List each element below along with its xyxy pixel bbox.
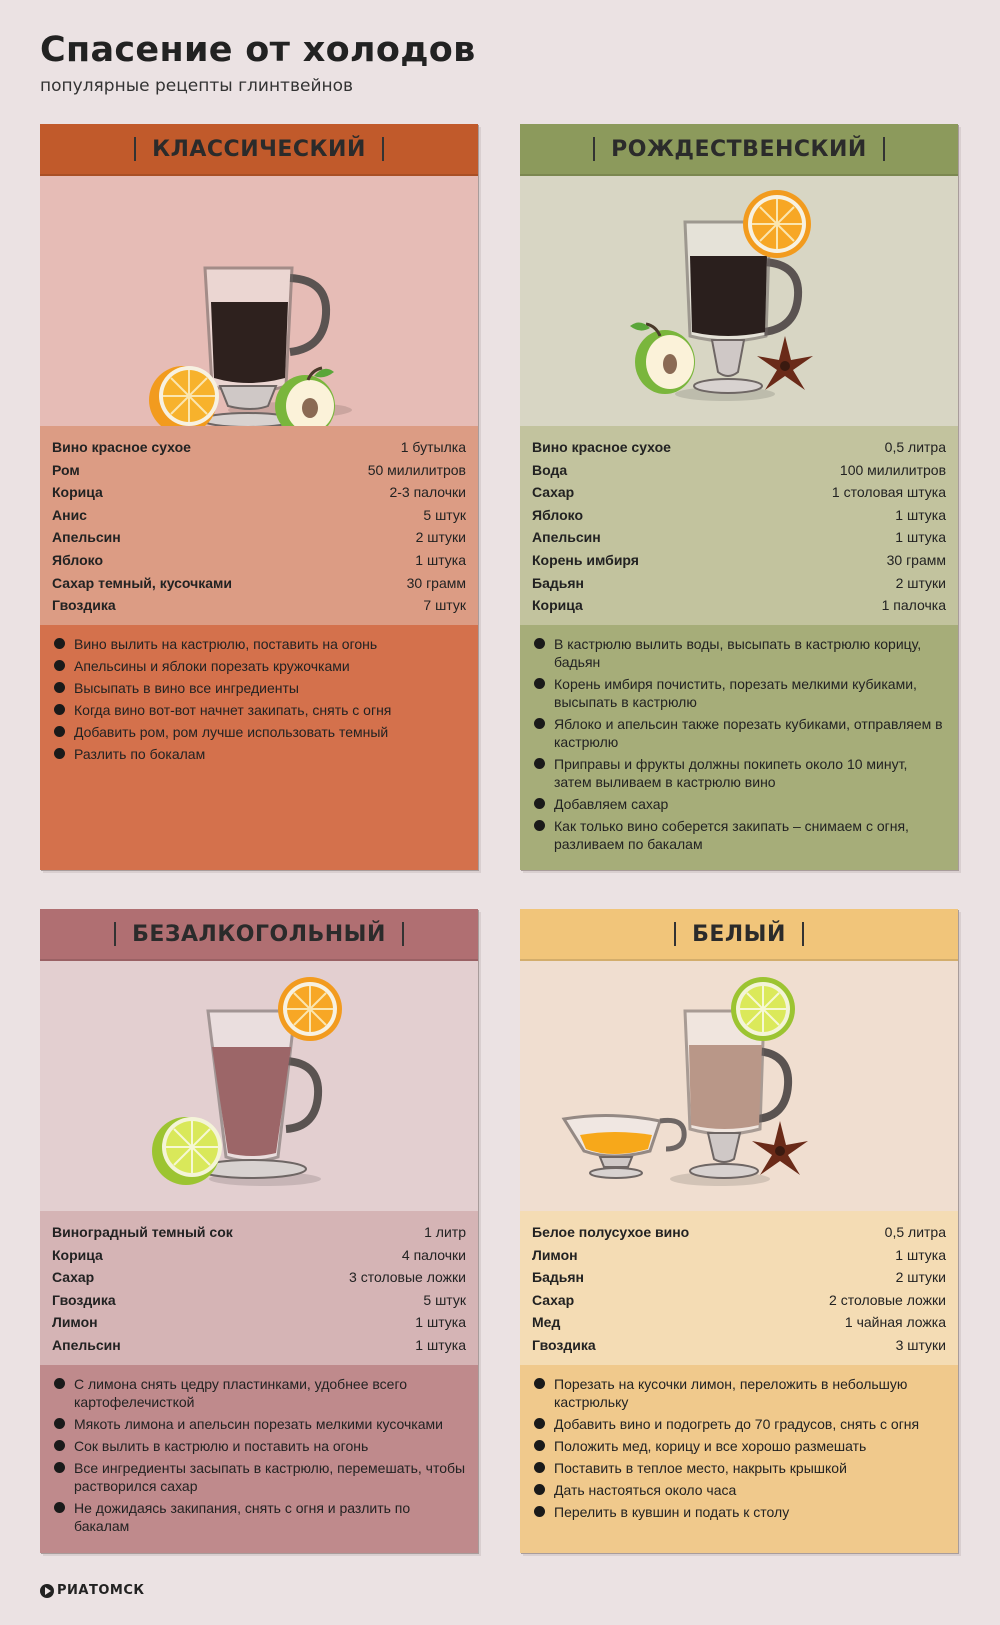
step-item xyxy=(52,657,466,675)
step-text: Порезать на кусочки лимон, переложить в небольшую кастрюльку xyxy=(554,1375,908,1410)
ingredient-amount: 30 грамм xyxy=(406,574,466,591)
ingredient-name: Белое полусухое вино xyxy=(532,1224,690,1240)
steps-list xyxy=(520,625,958,870)
step-item xyxy=(532,675,946,711)
ingredient-name: Корица xyxy=(532,597,583,614)
ingredients-list xyxy=(520,426,958,625)
recipe-title: БЕЗАЛКОГОЛЬНЫЙ xyxy=(132,921,386,947)
bullet-icon xyxy=(534,758,545,769)
ingredient-name: Мед xyxy=(532,1314,561,1331)
ingredient-row xyxy=(52,1244,466,1267)
ingredient-name: Анис xyxy=(52,506,87,523)
ingredients-list xyxy=(40,426,478,625)
step-text: Корень имбиря почистить, порезать мелкими кубиками, высыпать в кастрюлю xyxy=(554,675,917,710)
header-divider xyxy=(802,922,804,946)
ingredient-row xyxy=(532,1221,946,1244)
bullet-icon xyxy=(54,660,65,671)
mulled-wine-glass-illustration xyxy=(40,961,478,1211)
ingredient-row xyxy=(52,549,466,572)
step-text: Сок вылить в кастрюлю и поставить на огонь xyxy=(74,1437,369,1454)
steps-list xyxy=(520,1365,958,1553)
ingredient-name: Бадьян xyxy=(532,574,584,591)
ingredient-name: Апельсин xyxy=(52,1336,121,1353)
ingredient-row xyxy=(532,526,946,549)
header-divider xyxy=(114,922,116,946)
bullet-icon xyxy=(534,1418,545,1429)
recipe-title: КЛАССИЧЕСКИЙ xyxy=(152,136,366,162)
ingredient-name: Корица xyxy=(52,484,103,501)
steps-list xyxy=(40,625,478,870)
header-divider xyxy=(402,922,404,946)
page-subtitle: популярные рецепты глинтвейнов xyxy=(40,76,354,96)
step-text: Разлить по бокалам xyxy=(74,745,206,762)
step-item xyxy=(52,679,466,697)
ingredient-name: Сахар xyxy=(52,1269,95,1286)
step-text: Яблоко и апельсин также порезать кубиками, отправляем в кастрюлю xyxy=(554,715,943,750)
step-item xyxy=(52,1437,466,1455)
ingredient-amount: 1 палочка xyxy=(881,597,946,614)
ingredient-row xyxy=(532,549,946,572)
ingredient-row xyxy=(52,481,466,504)
bullet-icon xyxy=(54,1502,65,1513)
ingredient-amount: 5 штук xyxy=(423,506,466,523)
ingredient-row xyxy=(532,572,946,595)
ingredient-name: Сахар xyxy=(532,1291,575,1308)
recipe-header xyxy=(40,909,478,961)
ingredient-row xyxy=(52,459,466,482)
ingredient-amount: 1 бутылка xyxy=(400,439,466,455)
ingredient-name: Яблоко xyxy=(52,551,103,568)
step-text: Мякоть лимона и апельсин порезать мелкими кусочками xyxy=(74,1415,443,1432)
ingredient-amount: 2 штуки xyxy=(895,574,946,591)
ingredient-name: Апельсин xyxy=(52,529,121,546)
ingredient-name: Лимон xyxy=(52,1314,98,1331)
ingredient-name: Корень имбиря xyxy=(532,551,639,568)
ingredient-name: Сахар xyxy=(532,484,575,501)
ingredient-row xyxy=(52,572,466,595)
bullet-icon xyxy=(54,726,65,737)
bullet-icon xyxy=(534,1440,545,1451)
ingredient-row xyxy=(532,481,946,504)
step-text: Добавляем сахар xyxy=(554,795,669,812)
recipe-card-classic xyxy=(40,124,478,870)
ingredient-row xyxy=(532,594,946,617)
ingredient-row xyxy=(52,526,466,549)
ingredient-amount: 1 столовая штука xyxy=(831,484,946,501)
ingredient-amount: 2-3 палочки xyxy=(389,484,466,501)
ingredient-amount: 1 штука xyxy=(415,1336,466,1353)
bullet-icon xyxy=(54,1462,65,1473)
bullet-icon xyxy=(54,682,65,693)
step-text: Все ингредиенты засыпать в кастрюлю, перемешать, чтобы растворился сахар xyxy=(74,1459,466,1494)
recipe-card-non-alcoholic xyxy=(40,909,478,1553)
bullet-icon xyxy=(534,1378,545,1389)
ingredient-name: Лимон xyxy=(532,1246,578,1263)
ingredient-amount: 7 штук xyxy=(423,597,466,614)
ingredient-amount: 5 штук xyxy=(423,1291,466,1308)
ingredient-amount: 50 милилитров xyxy=(367,461,466,478)
step-item xyxy=(532,1375,946,1411)
ingredient-amount: 3 штуки xyxy=(895,1336,946,1353)
bullet-icon xyxy=(54,1418,65,1429)
ingredient-name: Корица xyxy=(52,1246,103,1263)
step-text: Дать настояться около часа xyxy=(554,1481,737,1498)
ingredient-row xyxy=(532,1266,946,1289)
ingredient-row xyxy=(52,1311,466,1334)
step-text: Положить мед, корицу и все хорошо размешать xyxy=(554,1437,867,1454)
step-item xyxy=(532,635,946,671)
ingredient-amount: 0,5 литра xyxy=(884,1224,946,1240)
recipe-header xyxy=(520,909,958,961)
mulled-wine-glass-illustration xyxy=(40,176,478,426)
ingredient-row xyxy=(52,1221,466,1244)
ingredient-row xyxy=(52,436,466,459)
mulled-wine-glass-illustration xyxy=(520,176,958,426)
bullet-icon xyxy=(54,748,65,759)
ingredient-amount: 1 литр xyxy=(424,1224,466,1240)
recipe-header xyxy=(520,124,958,176)
logo-icon xyxy=(40,1584,54,1598)
ingredient-row xyxy=(532,1289,946,1312)
ingredient-row xyxy=(52,594,466,617)
ingredient-name: Гвоздика xyxy=(52,597,116,614)
header-divider xyxy=(134,137,136,161)
step-item xyxy=(52,1375,466,1411)
step-item xyxy=(532,1459,946,1477)
ingredient-name: Вода xyxy=(532,461,568,478)
recipe-card-christmas xyxy=(520,124,958,870)
header-divider xyxy=(593,137,595,161)
step-item xyxy=(52,1499,466,1535)
step-text: Приправы и фрукты должны покипеть около 10 минут, затем выливаем в кастрюлю вино xyxy=(554,755,908,790)
bullet-icon xyxy=(54,1378,65,1389)
ingredient-row xyxy=(52,504,466,527)
bullet-icon xyxy=(534,1462,545,1473)
recipe-illustration xyxy=(40,961,478,1211)
step-item xyxy=(532,795,946,813)
page-title: Спасение от холодов xyxy=(40,30,476,70)
ingredient-amount: 1 штука xyxy=(415,551,466,568)
recipe-title: РОЖДЕСТВЕНСКИЙ xyxy=(611,136,867,162)
bullet-icon xyxy=(534,820,545,831)
recipe-header xyxy=(40,124,478,176)
ingredient-name: Вино красное сухое xyxy=(52,439,191,455)
step-text: Не дожидаясь закипания, снять с огня и разлить по бакалам xyxy=(74,1499,411,1534)
step-text: Перелить в кувшин и подать к столу xyxy=(554,1503,790,1520)
step-text: Поставить в теплое место, накрыть крышкой xyxy=(554,1459,847,1476)
ingredient-amount: 1 штука xyxy=(895,506,946,523)
step-item xyxy=(52,723,466,741)
step-item xyxy=(532,1437,946,1455)
step-text: Высыпать в вино все ингредиенты xyxy=(74,679,299,696)
recipe-illustration xyxy=(520,176,958,426)
ingredient-amount: 1 штука xyxy=(415,1314,466,1331)
ingredient-amount: 100 милилитров xyxy=(839,461,946,478)
bullet-icon xyxy=(534,1506,545,1517)
step-item xyxy=(532,817,946,853)
ingredient-amount: 2 столовые ложки xyxy=(829,1291,946,1308)
ingredient-name: Бадьян xyxy=(532,1269,584,1286)
step-text: Добавить вино и подогреть до 70 градусов, снять с огня xyxy=(554,1415,920,1432)
ingredient-amount: 1 штука xyxy=(895,529,946,546)
ingredient-row xyxy=(52,1266,466,1289)
recipe-title: БЕЛЫЙ xyxy=(692,921,786,947)
ingredient-row xyxy=(532,1334,946,1357)
ingredient-row xyxy=(52,1289,466,1312)
ingredient-row xyxy=(52,1334,466,1357)
step-text: С лимона снять цедру пластинками, удобнее всего картофелечисткой xyxy=(74,1375,408,1410)
ingredient-amount: 2 штуки xyxy=(895,1269,946,1286)
header-divider xyxy=(382,137,384,161)
bullet-icon xyxy=(534,718,545,729)
recipe-illustration xyxy=(520,961,958,1211)
ingredient-name: Вино красное сухое xyxy=(532,439,671,455)
step-item xyxy=(52,701,466,719)
ingredients-list xyxy=(520,1211,958,1365)
step-item xyxy=(532,1415,946,1433)
ingredient-row xyxy=(532,1244,946,1267)
ingredient-name: Яблоко xyxy=(532,506,583,523)
ingredient-amount: 1 чайная ложка xyxy=(844,1314,946,1331)
step-text: Добавить ром, ром лучше использовать темный xyxy=(74,723,389,740)
mulled-wine-glass-illustration xyxy=(520,961,958,1211)
step-text: Как только вино соберется закипать – снимаем с огня, разливаем по бакалам xyxy=(554,817,909,852)
step-item xyxy=(52,1459,466,1495)
ingredient-name: Апельсин xyxy=(532,529,601,546)
bullet-icon xyxy=(534,678,545,689)
step-text: В кастрюлю вылить воды, высыпать в кастрюлю корицу, бадьян xyxy=(554,635,922,670)
bullet-icon xyxy=(534,1484,545,1495)
step-item xyxy=(52,635,466,653)
header-divider xyxy=(883,137,885,161)
bullet-icon xyxy=(534,638,545,649)
step-text: Когда вино вот-вот начнет закипать, снять с огня xyxy=(74,701,392,718)
ingredient-row xyxy=(532,1311,946,1334)
step-text: Вино вылить на кастрюлю, поставить на огонь xyxy=(74,635,378,652)
ingredient-name: Виноградный темный сок xyxy=(52,1224,233,1240)
header-divider xyxy=(674,922,676,946)
step-text: Апельсины и яблоки порезать кружочками xyxy=(74,657,350,674)
ingredient-amount: 0,5 литра xyxy=(884,439,946,455)
ingredient-amount: 30 грамм xyxy=(886,551,946,568)
ingredient-name: Сахар темный, кусочками xyxy=(52,574,233,591)
step-item xyxy=(52,745,466,763)
ingredient-name: Гвоздика xyxy=(52,1291,116,1308)
bullet-icon xyxy=(54,704,65,715)
ingredient-row xyxy=(532,436,946,459)
recipe-card-white xyxy=(520,909,958,1553)
ingredient-name: Гвоздика xyxy=(532,1336,596,1353)
ingredient-amount: 4 палочки xyxy=(401,1246,466,1263)
ria-tomsk-logo[interactable] xyxy=(40,1583,145,1598)
step-item xyxy=(532,755,946,791)
step-item xyxy=(52,1415,466,1433)
ingredient-amount: 1 штука xyxy=(895,1246,946,1263)
recipe-illustration xyxy=(40,176,478,426)
bullet-icon xyxy=(54,1440,65,1451)
ingredient-name: Ром xyxy=(52,461,80,478)
bullet-icon xyxy=(534,798,545,809)
ingredients-list xyxy=(40,1211,478,1365)
ingredient-row xyxy=(532,459,946,482)
step-item xyxy=(532,1503,946,1521)
step-item xyxy=(532,715,946,751)
logo-text: РИАТОМСК xyxy=(57,1583,145,1598)
ingredient-row xyxy=(532,504,946,527)
steps-list xyxy=(40,1365,478,1553)
bullet-icon xyxy=(54,638,65,649)
ingredient-amount: 3 столовые ложки xyxy=(349,1269,466,1286)
step-item xyxy=(532,1481,946,1499)
ingredient-amount: 2 штуки xyxy=(415,529,466,546)
